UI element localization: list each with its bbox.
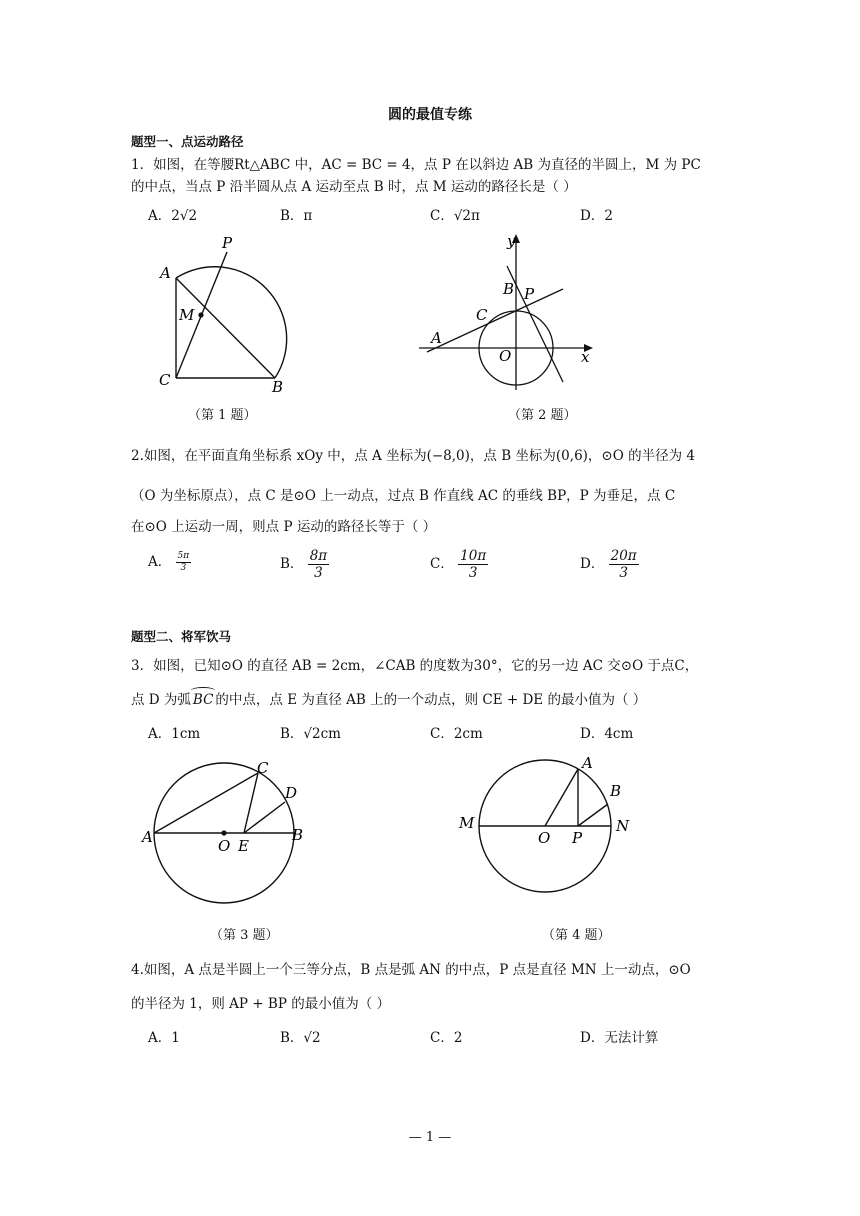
q4-option-d: D．无法计算: [580, 1030, 659, 1046]
q2-line-ac: [427, 289, 563, 352]
q2-option-a: [148, 550, 191, 574]
q2-option-a-numerator: 5π: [177, 551, 190, 561]
section-heading-2: 题型二、将军饮马: [131, 629, 232, 644]
q2-label-p: P: [524, 285, 535, 303]
q2-option-c-denominator: 3: [468, 565, 478, 581]
q4-figure: [452, 752, 642, 897]
q3-label-b: B: [292, 826, 304, 844]
q2-option-b: [280, 548, 329, 581]
q1-option-d: D．2: [580, 208, 613, 224]
q1-option-b: B．π: [280, 208, 313, 224]
q2-option-c-fraction: [458, 548, 488, 581]
q3-label-d: D: [285, 784, 298, 802]
q3-text-line-2-end: 的中点，点 E 为直径 AB 上的一个动点，则 CE + DE 的最小值为（ ）: [215, 692, 647, 708]
q3-label-a: A: [142, 828, 153, 846]
q2-option-a-denominator: 3: [180, 563, 187, 573]
page-number: — 1 —: [408, 1130, 452, 1145]
q4-label-a: A: [582, 754, 593, 772]
q2-option-d-letter: D．: [580, 556, 605, 572]
q4-text-line-1: 4.如图，A 点是半圆上一个三等分点，B 点是弧 AN 的中点，P 点是直径 MN 上一动点，⊙O: [131, 962, 691, 978]
q3-label-o: O: [218, 837, 231, 855]
q2-option-b-fraction: [308, 548, 329, 581]
q4-text-line-2: 的半径为 1，则 AP + BP 的最小值为（ ）: [131, 996, 390, 1012]
q2-text-line-3: 在⊙O 上运动一周，则点 P 运动的路径长等于（ ）: [131, 519, 437, 535]
q2-option-d: [580, 548, 639, 581]
q1-label-m: M: [179, 306, 195, 324]
q2-label-b: B: [503, 280, 515, 298]
q4-label-o: O: [538, 829, 551, 847]
q2-option-c-numerator: 10π: [460, 548, 487, 564]
q3-center-o: [221, 830, 226, 835]
q1-label-a: A: [160, 264, 171, 282]
q2-option-d-fraction: [609, 548, 639, 581]
q2-option-b-denominator: 3: [314, 565, 323, 581]
q2-option-b-letter: B．: [280, 556, 304, 572]
q1-segment-ab: [176, 278, 275, 378]
section-heading-1: 题型一、点运动路径: [131, 134, 244, 149]
q4-label-p: P: [572, 829, 583, 847]
q2-caption: （第 2 题）: [508, 408, 577, 423]
q4-segment-oa: [545, 769, 578, 826]
q3-arc-mark: [191, 687, 216, 694]
q1-option-c: C．√2π: [430, 208, 480, 224]
q3-option-b: B．√2cm: [280, 726, 341, 742]
q3-arc-label: BC: [192, 692, 214, 708]
q3-option-d: D．4cm: [580, 726, 634, 742]
q3-chord-ac: [154, 773, 258, 833]
q2-label-y: y: [507, 232, 516, 250]
q2-option-d-numerator: 20π: [610, 548, 637, 564]
q3-text-line-2: [131, 688, 646, 708]
q1-label-b: B: [272, 378, 284, 396]
q1-text-line-1: 1．如图，在等腰Rt△ABC 中，AC = BC = 4，点 P 在以斜边 AB 为直径的半圆上，M 为 PC: [131, 157, 701, 173]
q4-label-m: M: [459, 814, 475, 832]
q2-label-x: x: [581, 348, 590, 366]
q3-text-line-2-start: 点 D 为弧: [131, 692, 191, 708]
q1-label-p: P: [222, 234, 233, 252]
q1-figure: [150, 232, 320, 397]
q2-option-c: [430, 548, 488, 581]
q3-option-c: C．2cm: [430, 726, 483, 742]
q4-caption: （第 4 题）: [542, 928, 611, 943]
q2-option-c-letter: C．: [430, 556, 454, 572]
q2-label-a: A: [431, 329, 442, 347]
q1-option-a: A．2√2: [148, 208, 198, 224]
q3-label-e: E: [238, 837, 249, 855]
q2-text-line-1: 2.如图，在平面直角坐标系 xOy 中，点 A 坐标为(−8,0)，点 B 坐标为(0,6)，⊙O 的半径为 4: [131, 448, 695, 464]
q4-label-n: N: [616, 817, 630, 835]
q4-option-c: C．2: [430, 1030, 463, 1046]
q1-text-line-2: 的中点，当点 P 沿半圆从点 A 运动至点 B 时，点 M 运动的路径长是（ ）: [131, 179, 577, 195]
q2-figure: [415, 230, 600, 395]
q4-option-a: A．1: [148, 1030, 180, 1046]
q3-arc-bc: [191, 692, 216, 708]
q2-option-d-denominator: 3: [619, 565, 628, 581]
q1-caption: （第 1 题）: [188, 408, 257, 423]
q1-point-m: [198, 312, 203, 317]
q2-label-o: O: [499, 347, 512, 365]
q2-text-line-2: （O 为坐标原点），点 C 是⊙O 上一动点，过点 B 作直线 AC 的垂线 BP，P 为垂足，点 C: [131, 488, 676, 504]
q3-text-line-1: 3．如图，已知⊙O 的直径 AB = 2cm，∠CAB 的度数为30°，它的另一边 AC 交⊙O 于点C，: [131, 658, 699, 674]
q3-label-c: C: [257, 759, 269, 777]
q4-segment-pb: [578, 804, 608, 826]
q2-option-a-fraction: [176, 551, 192, 574]
q3-caption: （第 3 题）: [210, 928, 279, 943]
q2-label-c: C: [476, 306, 488, 324]
q2-option-b-numerator: 8π: [309, 548, 328, 564]
q4-label-b: B: [610, 782, 622, 800]
q2-option-a-letter: A．: [148, 554, 172, 570]
page-title: 圆的最值专练: [388, 107, 472, 123]
q3-option-a: A．1cm: [148, 726, 201, 742]
q1-label-c: C: [159, 371, 171, 389]
q4-option-b: B．√2: [280, 1030, 321, 1046]
q3-figure: [140, 756, 315, 906]
